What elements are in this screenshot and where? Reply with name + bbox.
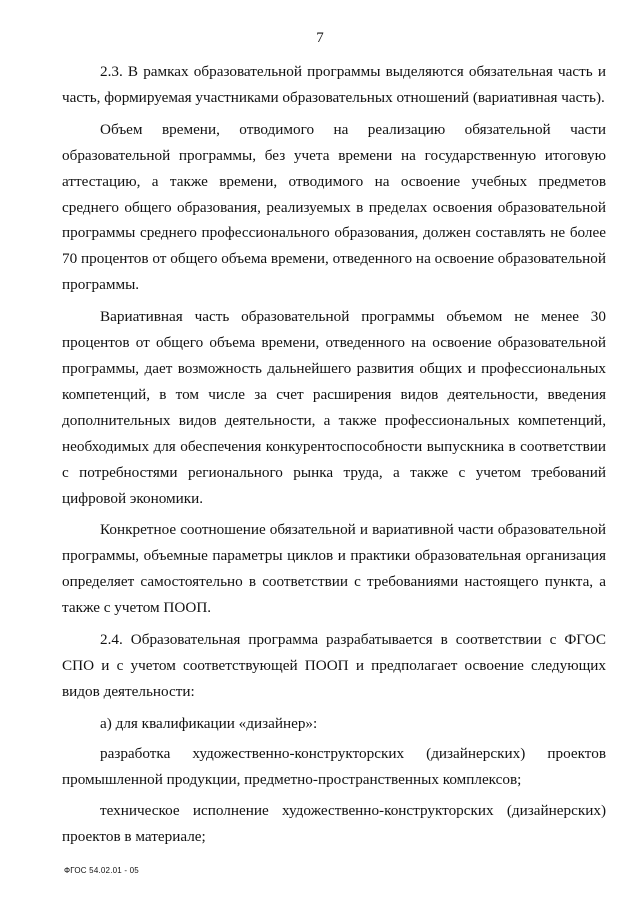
paragraph-2-3: 2.3. В рамках образовательной программы выделяются обязательная часть и часть, формируемая участниками образовательных отношений (вариативная часть). <box>62 63 606 106</box>
paragraph-activity-execution: техническое исполнение художественно-конструкторских (дизайнерских) проектов в материале; <box>62 802 606 846</box>
paragraph-activity-development: разработка художественно-конструкторских (дизайнерских) проектов промышленной продукции, предметно-пространственных комплексов; <box>62 744 606 788</box>
page-number: 7 <box>316 30 324 46</box>
document-body <box>62 59 606 856</box>
paragraph-ratio: Конкретное соотношение обязательной и вариативной части образовательной программы, объемные параметры циклов и практики образовательная организация определяет самостоятельно в соответствии с требованиями настоящего пункта, а также с учетом ПООП. <box>62 521 606 617</box>
document-code-footer: ФГОС 54.02.01 - 05 <box>64 866 139 875</box>
paragraph-2-4: 2.4. Образовательная программа разрабатывается в соответствии с ФГОС СПО и с учетом соответствующей ПООП и предполагает освоение следующих видов деятельности: <box>62 631 606 700</box>
paragraph-mandatory-part-volume: Объем времени, отводимого на реализацию обязательной части образовательной программы, без учета времени на государственную итоговую аттестацию, а также времени, отводимого на освоение учебных предметов среднего общего образования, реализуемых в пределах освоения образовательной программы среднего профессионального образования, должен составлять не более 70 процентов от общего объема времени, отведенного на освоение образовательной программы. <box>62 120 606 294</box>
paragraph-qualification-designer: а) для квалификации «дизайнер»: <box>100 714 318 732</box>
paragraph-variable-part: Вариативная часть образовательной программы объемом не менее 30 процентов от общего объема времени, отведенного на освоение образовательной программы, дает возможность дальнейшего развития общих и профессиональных компетенций, в том числе за счет расширения видов деятельности, введения дополнительных видов деятельности, а также профессиональных компетенций, необходимых для обеспечения конкурентоспособности выпускника в соответствии с потребностями регионального рынка труда, а также с учетом требований цифровой экономики. <box>62 308 606 507</box>
